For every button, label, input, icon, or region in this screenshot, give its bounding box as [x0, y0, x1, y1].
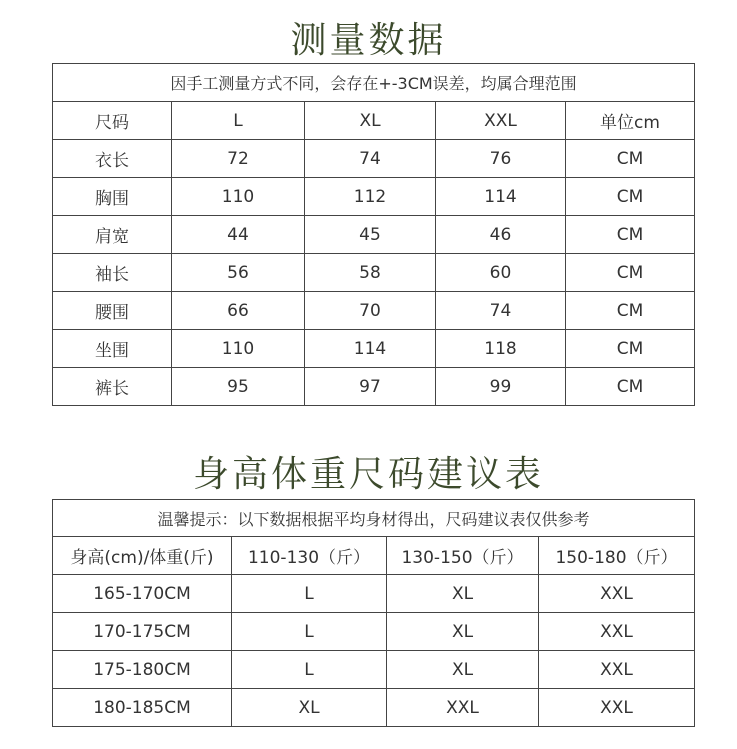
header-cell: 身高(cm)/体重(斤) [53, 537, 232, 575]
table-cell: 66 [172, 292, 305, 330]
table-cell: CM [566, 292, 695, 330]
table-cell: 44 [172, 216, 305, 254]
table-cell: CM [566, 254, 695, 292]
table-cell: 97 [305, 368, 436, 406]
header-cell: 150-180（斤） [539, 537, 695, 575]
table-cell: 114 [436, 178, 566, 216]
table-cell: 74 [305, 140, 436, 178]
header-cell: 110-130（斤） [232, 537, 387, 575]
recommend-note: 温馨提示：以下数据根据平均身材得出，尺码建议表仅供参考 [53, 500, 695, 537]
table-cell: 110 [172, 178, 305, 216]
measurement-header-row [53, 102, 695, 140]
table-cell: 坐围 [53, 330, 172, 368]
table-cell: 95 [172, 368, 305, 406]
table-cell: XXL [539, 575, 695, 613]
table-cell: XXL [387, 689, 539, 727]
table-row [53, 575, 695, 613]
table-cell: XL [387, 575, 539, 613]
table-cell: 74 [436, 292, 566, 330]
table-cell: 114 [305, 330, 436, 368]
table-cell: 170-175CM [53, 613, 232, 651]
table-cell: XL [387, 613, 539, 651]
table-cell: 58 [305, 254, 436, 292]
table-cell: 175-180CM [53, 651, 232, 689]
header-cell: 尺码 [53, 102, 172, 140]
table-row [53, 689, 695, 727]
table-cell: 99 [436, 368, 566, 406]
table-cell: 70 [305, 292, 436, 330]
size-recommendation-table [52, 499, 695, 727]
table-cell: XXL [539, 689, 695, 727]
header-cell: XL [305, 102, 436, 140]
table-cell: 46 [436, 216, 566, 254]
table-row [53, 651, 695, 689]
table-cell: XXL [539, 651, 695, 689]
measurement-note: 因手工测量方式不同，会存在+-3CM误差，均属合理范围 [53, 64, 695, 102]
table-cell: L [232, 575, 387, 613]
table-cell: 72 [172, 140, 305, 178]
table-cell: CM [566, 178, 695, 216]
header-cell: 单位cm [566, 102, 695, 140]
table-cell: CM [566, 216, 695, 254]
measurement-note-row [53, 64, 695, 102]
table-cell: 肩宽 [53, 216, 172, 254]
table-cell: L [232, 651, 387, 689]
table-cell: XL [232, 689, 387, 727]
table-cell: CM [566, 330, 695, 368]
table-cell: XXL [539, 613, 695, 651]
table-cell: 腰围 [53, 292, 172, 330]
table-cell: CM [566, 368, 695, 406]
recommend-title: 身高体重尺码建议表 [192, 454, 544, 495]
measure-title: 测量数据 [290, 20, 447, 61]
recommend-header-row [53, 537, 695, 575]
table-cell: 76 [436, 140, 566, 178]
table-cell: 裤长 [53, 368, 172, 406]
table-row [53, 613, 695, 651]
table-cell: 袖长 [53, 254, 172, 292]
table-cell: 118 [436, 330, 566, 368]
header-cell: XXL [436, 102, 566, 140]
table-row [53, 368, 695, 406]
recommend-note-row [53, 500, 695, 537]
table-cell: L [232, 613, 387, 651]
table-row [53, 216, 695, 254]
table-cell: 112 [305, 178, 436, 216]
header-cell: L [172, 102, 305, 140]
table-cell: 胸围 [53, 178, 172, 216]
table-row [53, 178, 695, 216]
table-cell: 60 [436, 254, 566, 292]
table-row [53, 254, 695, 292]
table-cell: 45 [305, 216, 436, 254]
table-row [53, 140, 695, 178]
measurement-table [52, 63, 695, 406]
table-cell: 衣长 [53, 140, 172, 178]
table-cell: 165-170CM [53, 575, 232, 613]
table-cell: 180-185CM [53, 689, 232, 727]
table-cell: 110 [172, 330, 305, 368]
table-row [53, 292, 695, 330]
header-cell: 130-150（斤） [387, 537, 539, 575]
table-row [53, 330, 695, 368]
table-cell: XL [387, 651, 539, 689]
table-cell: 56 [172, 254, 305, 292]
table-cell: CM [566, 140, 695, 178]
